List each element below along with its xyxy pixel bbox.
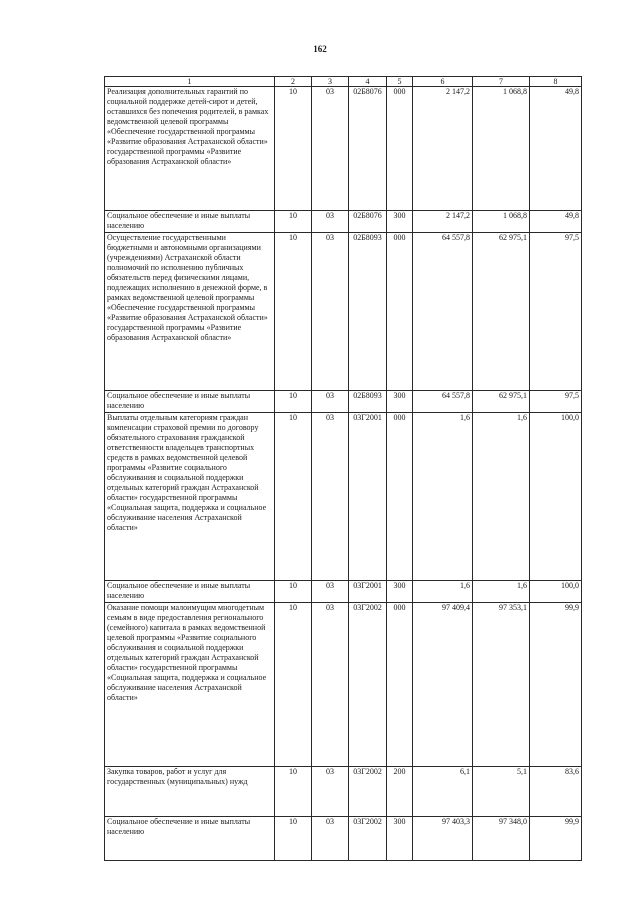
header-col-4: 4 [349, 77, 387, 87]
row-target-code: 03Г2002 [349, 603, 387, 767]
row-executed: 97 348,0 [473, 817, 530, 861]
row-plan: 2 147,2 [413, 87, 473, 211]
row-target-code: 03Г2001 [349, 581, 387, 603]
header-col-1: 1 [105, 77, 275, 87]
row-percent: 97,5 [530, 391, 582, 413]
row-target-code: 03Г2001 [349, 413, 387, 581]
row-subsection: 03 [312, 211, 349, 233]
row-executed: 62 975,1 [473, 233, 530, 391]
row-subsection: 03 [312, 767, 349, 817]
row-name: Оказание помощи малоимущим многодетным семьям в виде предоставления регионального (семейного) капитала в рамках ведомственной целевой программы «Развитие социального обслуживания и социальной поддержки отдельных категорий граждан Астраханской области» государственной программы «Социальная защита, поддержка и социальное обслуживание населения Астраханской области» [105, 603, 275, 767]
row-subsection: 03 [312, 87, 349, 211]
row-expense-type: 300 [387, 391, 413, 413]
row-expense-type: 300 [387, 817, 413, 861]
row-percent: 49,8 [530, 211, 582, 233]
row-target-code: 02Б8093 [349, 391, 387, 413]
header-col-5: 5 [387, 77, 413, 87]
row-section: 10 [275, 233, 312, 391]
row-expense-type: 300 [387, 211, 413, 233]
row-executed: 62 975,1 [473, 391, 530, 413]
budget-table [104, 76, 582, 861]
header-col-3: 3 [312, 77, 349, 87]
row-plan: 97 409,4 [413, 603, 473, 767]
row-percent: 99,9 [530, 817, 582, 861]
row-target-code: 02Б8093 [349, 233, 387, 391]
row-subsection: 03 [312, 233, 349, 391]
row-target-code: 03Г2002 [349, 817, 387, 861]
row-subsection: 03 [312, 817, 349, 861]
row-name: Социальное обеспечение и иные выплаты населению [105, 817, 275, 861]
row-expense-type: 000 [387, 87, 413, 211]
row-plan: 64 557,8 [413, 233, 473, 391]
row-plan: 1,6 [413, 581, 473, 603]
row-section: 10 [275, 413, 312, 581]
header-col-7: 7 [473, 77, 530, 87]
row-percent: 100,0 [530, 581, 582, 603]
page-number: 162 [313, 44, 327, 54]
row-executed: 5,1 [473, 767, 530, 817]
row-executed: 1 068,8 [473, 211, 530, 233]
table-row [105, 817, 582, 861]
table-row [105, 87, 582, 211]
header-col-2: 2 [275, 77, 312, 87]
row-executed: 1,6 [473, 581, 530, 603]
row-expense-type: 000 [387, 603, 413, 767]
row-plan: 97 403,3 [413, 817, 473, 861]
row-percent: 97,5 [530, 233, 582, 391]
row-section: 10 [275, 581, 312, 603]
row-subsection: 03 [312, 581, 349, 603]
row-percent: 99,9 [530, 603, 582, 767]
row-name: Выплаты отдельным категориям граждан компенсации страховой премии по договору обязательного страхования гражданской ответственности владельцев транспортных средств в рамках ведомственной целевой программы «Развитие социального обслуживания и социальной поддержки отдельных категорий граждан Астраханской области» государственной программы «Социальная защита, поддержка и социальное обслуживание населения Астраханской области» [105, 413, 275, 581]
row-name: Закупка товаров, работ и услуг для государственных (муниципальных) нужд [105, 767, 275, 817]
header-col-8: 8 [530, 77, 582, 87]
row-executed: 1 068,8 [473, 87, 530, 211]
row-name: Социальное обеспечение и иные выплаты населению [105, 391, 275, 413]
row-name: Социальное обеспечение и иные выплаты населению [105, 581, 275, 603]
row-target-code: 02Б8076 [349, 211, 387, 233]
row-plan: 6,1 [413, 767, 473, 817]
row-name: Реализация дополнительных гарантий по социальной поддержке детей-сирот и детей, оставшихся без попечения родителей, в рамках ведомственной целевой программы «Обеспечение государственной программы «Развитие образования Астраханской области» государственной программы «Развитие образования Астраханской области» [105, 87, 275, 211]
row-plan: 1,6 [413, 413, 473, 581]
row-section: 10 [275, 767, 312, 817]
row-plan: 64 557,8 [413, 391, 473, 413]
table-row [105, 603, 582, 767]
row-plan: 2 147,2 [413, 211, 473, 233]
row-target-code: 03Г2002 [349, 767, 387, 817]
table-row [105, 391, 582, 413]
row-expense-type: 200 [387, 767, 413, 817]
row-percent: 100,0 [530, 413, 582, 581]
row-executed: 97 353,1 [473, 603, 530, 767]
row-percent: 49,8 [530, 87, 582, 211]
header-col-6: 6 [413, 77, 473, 87]
row-subsection: 03 [312, 603, 349, 767]
row-subsection: 03 [312, 391, 349, 413]
row-expense-type: 300 [387, 581, 413, 603]
row-expense-type: 000 [387, 413, 413, 581]
row-section: 10 [275, 211, 312, 233]
table-row [105, 233, 582, 391]
table-row [105, 767, 582, 817]
row-executed: 1,6 [473, 413, 530, 581]
row-subsection: 03 [312, 413, 349, 581]
row-section: 10 [275, 817, 312, 861]
row-section: 10 [275, 87, 312, 211]
header-row [105, 77, 582, 87]
table-row [105, 413, 582, 581]
table-row [105, 581, 582, 603]
row-section: 10 [275, 603, 312, 767]
row-expense-type: 000 [387, 233, 413, 391]
table-row [105, 211, 582, 233]
row-target-code: 02Б8076 [349, 87, 387, 211]
row-percent: 83,6 [530, 767, 582, 817]
row-name: Осуществление государственными бюджетными и автономными организациями (учреждениями) Астраханской области полномочий по исполнению публичных обязательств перед физическими лицами, подлежащих исполнению в денежной форме, в рамках ведомственной целевой программы «Обеспечение государственной программы «Развитие образования Астраханской области» государственной программы «Развитие образования Астраханской области» [105, 233, 275, 391]
row-name: Социальное обеспечение и иные выплаты населению [105, 211, 275, 233]
row-section: 10 [275, 391, 312, 413]
